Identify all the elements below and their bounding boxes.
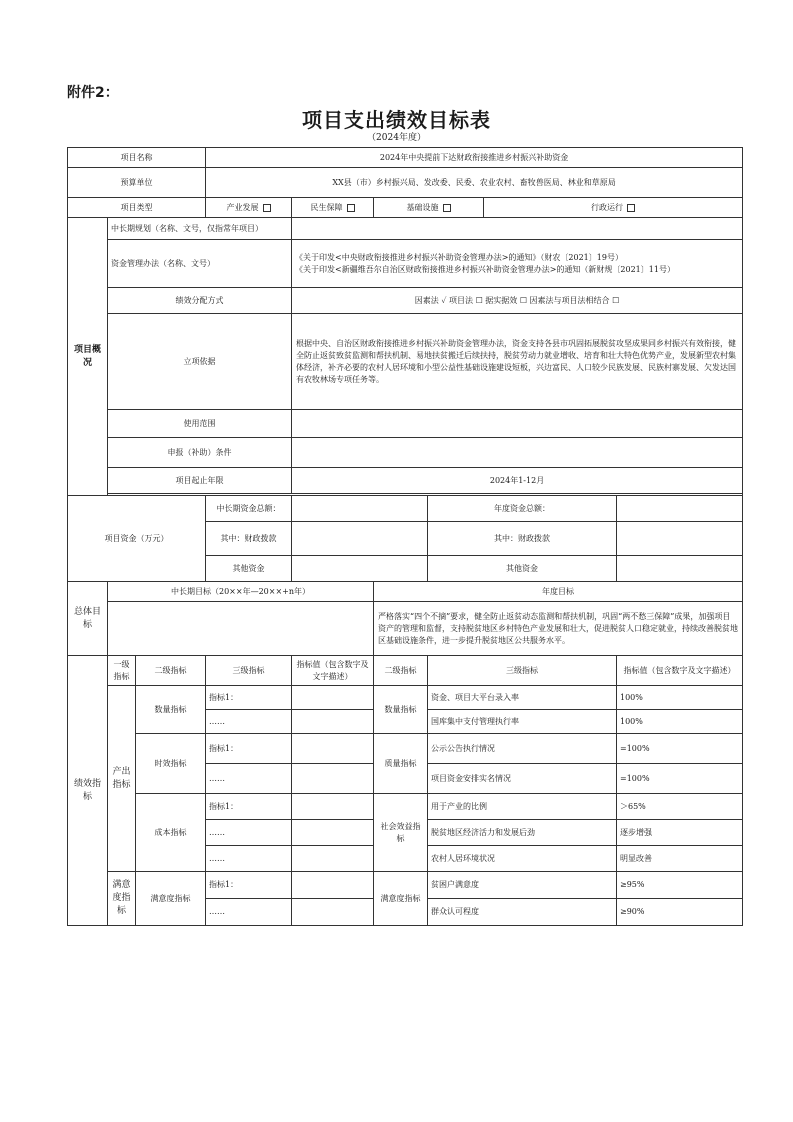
project-name-value: 2024年中央提前下达财政衔接推进乡村振兴补助资金 (206, 148, 743, 168)
type-infrastructure: 基础设施 (374, 198, 484, 218)
type-admin: 行政运行 (484, 198, 743, 218)
right-l3: 资金、项目大平台录入率 (428, 686, 617, 710)
right-l3: 群众认可程度 (428, 899, 617, 926)
left-value (292, 899, 374, 926)
mgmt-value (292, 240, 743, 288)
project-type-label: 项目类型 (68, 198, 206, 218)
right-value: 逐步增强 (617, 820, 743, 846)
document-title: 项目支出绩效目标表 (302, 108, 491, 132)
h-level2: 二级指标 (136, 656, 206, 686)
h-level2-right: 二级指标 (374, 656, 428, 686)
basis-text: 根据中央、自治区财政衔接推进乡村振兴补助资金管理办法，资金支持各县市巩固拓展脱贫攻坚成果同乡村振兴有效衔接，健全防止返贫致贫监测和帮扶机制、易地扶贫搬迁后续扶持，脱贫劳动力就业增收、培育和壮大特色优势产业，发展新型农村集体经济，补齐必要的农村人居环境和小型公益性基础设施建设短板，兴边富民、人口较少民族发展、民族村寨发展、欠发达国有农牧林场专项任务等。 (292, 314, 743, 410)
right-value: 100% (617, 710, 743, 734)
funds-label: 项目资金（万元） (68, 496, 206, 582)
apply-value (292, 438, 743, 468)
checkbox-icon (347, 204, 355, 212)
right-l3: 用于产业的比例 (428, 794, 617, 820)
left-value (292, 794, 374, 820)
type-industry: 产业发展 (206, 198, 292, 218)
project-name-label: 项目名称 (68, 148, 206, 168)
right-l3: 脱贫地区经济活力和发展后劲 (428, 820, 617, 846)
right-value: 明显改善 (617, 846, 743, 872)
budget-unit-value: XX县（市）乡村振兴局、发改委、民委、农业农村、畜牧兽医局、林业和草原局 (206, 168, 743, 198)
cost-indicator-label: 成本指标 (136, 794, 206, 872)
h-value-left: 指标值（包含数字及文字描述） (292, 656, 374, 686)
left-cell: 指标1： (206, 734, 292, 764)
time-indicator-label: 时效指标 (136, 734, 206, 794)
overall-goals-label: 总体目标 (68, 582, 108, 656)
performance-table (67, 147, 743, 926)
h-value-right: 指标值（包含数字及文字描述） (617, 656, 743, 686)
satisfaction-indicator-label: 满意度指标 (136, 872, 206, 926)
checkbox-icon (627, 204, 635, 212)
mid-other-label: 其他资金 (206, 556, 292, 582)
right-value: =100% (617, 734, 743, 764)
type-livelihood: 民生保障 (292, 198, 374, 218)
budget-unit-label: 预算单位 (68, 168, 206, 198)
right-l3: 公示公告执行情况 (428, 734, 617, 764)
checkbox-icon (443, 204, 451, 212)
right-l2-social: 社会效益指标 (374, 794, 428, 872)
right-l2-qty: 数量指标 (374, 686, 428, 734)
plan-label: 中长期规划（名称、文号，仅指常年项目） (108, 218, 292, 240)
year-other-label: 其他资金 (428, 556, 617, 582)
left-value (292, 734, 374, 764)
alloc-value: 因素法 ✓ 项目法 ☐ 据实据效 ☐ 因素法与项目法相结合 ☐ (292, 288, 743, 314)
satisfaction-group-label: 满意度指标 (108, 872, 136, 926)
year-fiscal-label: 其中：财政拨款 (428, 522, 617, 556)
left-value (292, 764, 374, 794)
apply-label: 申报（补助）条件 (108, 438, 292, 468)
right-value: =100% (617, 764, 743, 794)
left-cell: 指标1： (206, 794, 292, 820)
right-l3: 贫困户满意度 (428, 872, 617, 899)
left-cell: …… (206, 899, 292, 926)
left-cell: 指标1： (206, 686, 292, 710)
right-value: ≥95% (617, 872, 743, 899)
mgmt-label: 资金管理办法（名称、文号） (108, 240, 292, 288)
year-fiscal-value (617, 522, 743, 556)
year-total-value (617, 496, 743, 522)
h-level1: 一级指标 (108, 656, 136, 686)
alloc-label: 绩效分配方式 (108, 288, 292, 314)
attachment-label: 附件2： (67, 85, 119, 101)
document-year: （2024年度） (367, 133, 426, 143)
mid-goal-label: 中长期目标（20××年—20××+n年） (108, 582, 374, 602)
left-cell: …… (206, 710, 292, 734)
left-value (292, 686, 374, 710)
mid-other-value (292, 556, 428, 582)
left-value (292, 710, 374, 734)
h-level3-right: 三级指标 (428, 656, 617, 686)
left-value (292, 846, 374, 872)
left-value (292, 820, 374, 846)
year-total-label: 年度资金总额： (428, 496, 617, 522)
h-level3: 三级指标 (206, 656, 292, 686)
plan-value (292, 218, 743, 240)
mid-total-value (292, 496, 428, 522)
left-value (292, 872, 374, 899)
right-l2-quality: 质量指标 (374, 734, 428, 794)
right-l3: 项目资金安排实名情况 (428, 764, 617, 794)
qty-indicator-label: 数量指标 (136, 686, 206, 734)
right-value: ≥90% (617, 899, 743, 926)
project-overview-label: 项目概况 (68, 218, 108, 496)
scope-label: 使用范围 (108, 410, 292, 438)
indicators-label: 绩效指标 (68, 656, 108, 926)
output-indicator-label: 产出指标 (108, 686, 136, 872)
basis-label: 立项依据 (108, 314, 292, 410)
mgmt-line-2: 《关于印发<新疆维吾尔自治区财政衔接推进乡村振兴补助资金管理办法>的通知（新财规〔2021〕11号） (295, 264, 675, 274)
right-l3: 国库集中支付管理执行率 (428, 710, 617, 734)
checkbox-icon (263, 204, 271, 212)
scope-value (292, 410, 743, 438)
year-goal-text: 严格落实“四个不摘”要求，健全防止返贫动态监测和帮扶机制，巩固“两不愁三保障”成果，加强项目资产的管理和监督，支持脱贫地区乡村特色产业发展和壮大，促进脱贫人口稳定就业，持续改善脱贫地区基础设施条件，进一步提升脱贫地区公共服务水平。 (374, 602, 743, 656)
period-label: 项目起止年限 (108, 468, 292, 494)
left-cell: 指标1： (206, 872, 292, 899)
left-cell: …… (206, 764, 292, 794)
left-cell: …… (206, 846, 292, 872)
mgmt-line-1: 《关于印发<中央财政衔接推进乡村振兴补助资金管理办法>的通知》（财农〔2021〕19号） (295, 252, 623, 262)
right-value: 100% (617, 686, 743, 710)
right-l3: 农村人居环境状况 (428, 846, 617, 872)
period-value: 2024年1-12月 (292, 468, 743, 494)
left-cell: …… (206, 820, 292, 846)
right-value: ＞65% (617, 794, 743, 820)
mid-total-label: 中长期资金总额： (206, 496, 292, 522)
mid-goal-text (108, 602, 374, 656)
mid-fiscal-label: 其中：财政拨款 (206, 522, 292, 556)
mid-fiscal-value (292, 522, 428, 556)
year-goal-label: 年度目标 (374, 582, 743, 602)
right-l2-satisfaction: 满意度指标 (374, 872, 428, 926)
year-other-value (617, 556, 743, 582)
